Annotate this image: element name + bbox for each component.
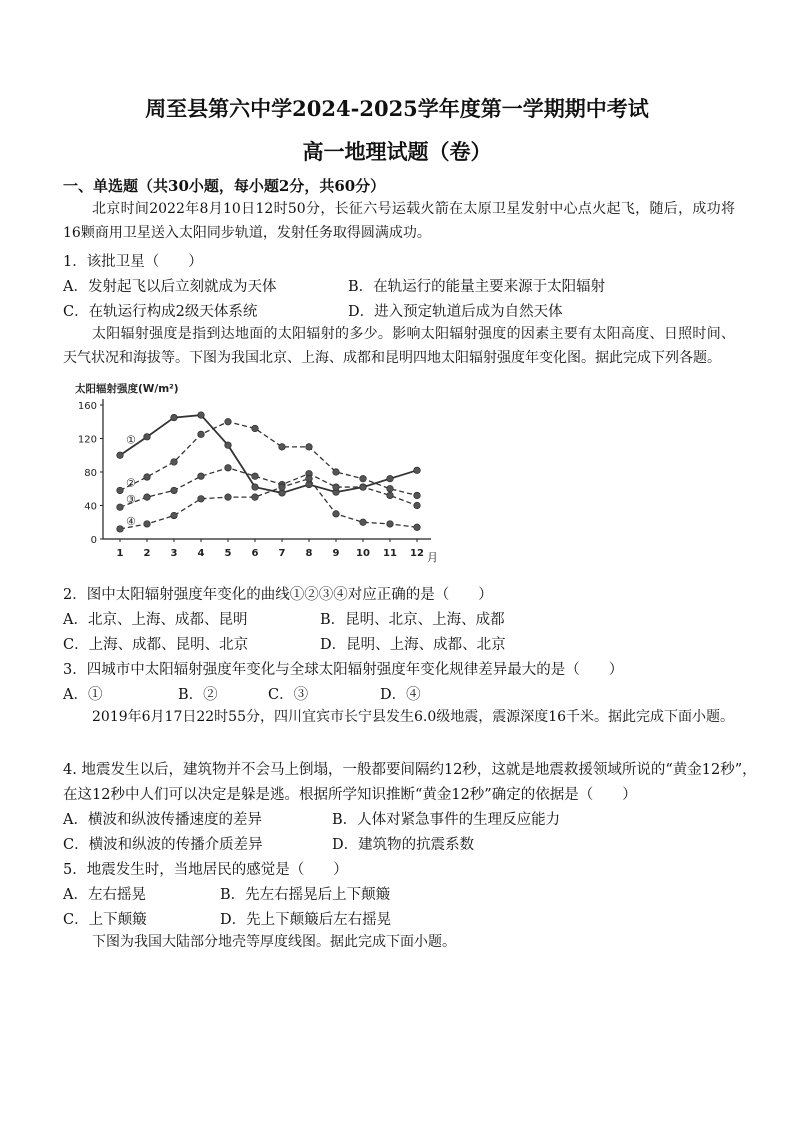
data-point: [144, 474, 151, 481]
data-point: [225, 494, 232, 501]
question-4-stem-line2: 在这12秒中人们可以决定是躲是逃。根据所学知识推断“黄金12秒”确定的依据是（ ）: [63, 787, 637, 803]
data-point: [198, 412, 205, 419]
question-5-stem: 5．地震发生时，当地居民的感觉是（ ）: [63, 862, 348, 878]
question-2-option-c: C．上海、成都、昆明、北京: [63, 637, 249, 653]
question-5-option-d: D．先上下颠簸后左右摇晃: [220, 912, 392, 928]
data-point: [144, 521, 151, 528]
data-point: [225, 418, 232, 425]
series-label-1: ①: [126, 433, 136, 447]
data-point: [414, 492, 421, 499]
x-tick-label: 4: [197, 548, 205, 559]
data-point: [333, 469, 340, 476]
x-tick-label: 11: [383, 548, 397, 559]
question-1-option-c: C．在轨运行构成2级天体系统: [63, 304, 258, 320]
y-tick-label: 120: [77, 434, 97, 446]
passage-solar-radiation: 太阳辐射强度是指到达地面的太阳辐射的多少。影响太阳辐射强度的因素主要有太阳高度、日照时间、天气状况和海拔等。下图为我国北京、上海、成都和昆明四地太阳辐射强度年变化图。据此完成下列各题。: [63, 326, 735, 366]
data-point: [360, 484, 367, 491]
passage-satellite: 北京时间2022年8月10日12时50分，长征六号运载火箭在太原卫星发射中心点火起飞，随后，成功将16颗商用卫星送入太阳同步轨道，发射任务取得圆满成功。: [63, 201, 735, 241]
x-tick-label: 5: [224, 548, 232, 559]
series-label-2: ②: [126, 476, 136, 490]
data-point: [171, 459, 178, 466]
question-2-option-b: B．昆明、北京、上海、成都: [320, 612, 505, 628]
data-point: [225, 442, 232, 449]
data-point: [333, 484, 340, 491]
data-point: [306, 475, 313, 482]
data-point: [387, 485, 394, 492]
x-tick-label: 10: [356, 548, 370, 559]
series-line-3: [120, 468, 417, 507]
x-tick-label: 6: [251, 548, 259, 559]
passage-earthquake: 2019年6月17日22时55分，四川宜宾市长宁县发生6.0级地震，震源深度16千米。据此完成下面小题。: [92, 709, 735, 725]
question-1-option-a: A．发射起飞以后立刻就成为天体: [63, 279, 277, 295]
question-4-stem-line1: 4. 地震发生以后，建筑物并不会马上倒塌，一般都要间隔约12秒，这就是地震救援领域所说的“黄金12秒”，: [63, 762, 757, 778]
data-point: [117, 504, 124, 511]
data-point: [117, 526, 124, 533]
x-tick-label: 1: [116, 548, 124, 559]
question-4-option-a: A．横波和纵波传播速度的差异: [63, 812, 262, 828]
exam-title: 周至县第六中学2024-2025学年度第一学期期中考试: [145, 96, 649, 121]
question-4-option-d: D．建筑物的抗震系数: [332, 837, 475, 853]
data-point: [414, 502, 421, 509]
data-point: [279, 484, 286, 491]
data-point: [198, 496, 205, 503]
question-2-stem: 2．图中太阳辐射强度年变化的曲线①②③④对应正确的是（ ）: [63, 587, 493, 603]
exam-subtitle: 高一地理试题（卷）: [302, 139, 492, 164]
series-line-4: [120, 479, 417, 529]
question-3-option-d: D．④: [380, 687, 421, 703]
x-tick-label: 12: [410, 548, 424, 559]
data-point: [360, 519, 367, 526]
x-tick-label: 3: [170, 548, 178, 559]
data-point: [279, 444, 286, 451]
y-tick-label: 0: [90, 535, 97, 546]
question-4-option-c: C．横波和纵波的传播介质差异: [63, 837, 263, 853]
data-point: [306, 444, 313, 451]
section-heading: 一、单选题（共30小题，每小题2分，共60分）: [63, 177, 386, 195]
question-5-option-c: C．上下颠簸: [63, 912, 147, 928]
y-tick-label: 160: [77, 401, 97, 412]
data-point: [252, 425, 259, 432]
question-5-option-a: A．左右摇晃: [63, 887, 146, 903]
data-point: [144, 434, 151, 441]
data-point: [252, 473, 259, 480]
data-point: [117, 452, 124, 459]
series-label-3: ③: [126, 493, 136, 507]
data-point: [117, 487, 124, 494]
data-point: [252, 494, 259, 501]
question-2-option-a: A．北京、上海、成都、昆明: [63, 612, 248, 628]
question-5-option-b: B．先左右摇晃后上下颠簸: [220, 887, 391, 903]
chart-xlabel: 月: [427, 551, 438, 564]
data-point: [387, 521, 394, 528]
question-3-option-b: B．②: [178, 687, 218, 703]
y-tick-label: 80: [84, 468, 97, 479]
question-4-option-b: B．人体对紧急事件的生理反应能力: [332, 812, 561, 828]
x-tick-label: 9: [332, 548, 340, 559]
data-point: [225, 465, 232, 472]
data-point: [171, 512, 178, 519]
question-3-option-a: A．①: [63, 687, 103, 703]
y-tick-label: 40: [84, 501, 97, 513]
data-point: [252, 484, 259, 491]
data-point: [171, 414, 178, 421]
data-point: [414, 467, 421, 474]
question-3-stem: 3．四城市中太阳辐射强度年变化与全球太阳辐射强度年变化规律差异最大的是（ ）: [63, 662, 624, 678]
x-tick-label: 2: [143, 548, 151, 559]
series-label-4: ④: [126, 514, 136, 528]
question-2-option-d: D．昆明、上海、成都、北京: [320, 637, 506, 653]
data-point: [333, 511, 340, 518]
data-point: [198, 473, 205, 480]
x-tick-label: 8: [305, 548, 313, 559]
data-point: [198, 431, 205, 438]
data-point: [171, 487, 178, 494]
question-1-stem: 1．该批卫星（ ）: [63, 254, 203, 270]
passage-crust-thickness: 下图为我国大陆部分地壳等厚度线图。据此完成下面小题。: [92, 934, 456, 950]
question-3-option-c: C．③: [268, 687, 309, 703]
chart-ylabel: 太阳辐射强度(W/m²): [75, 383, 179, 395]
data-point: [144, 494, 151, 501]
data-point: [414, 524, 421, 531]
data-point: [387, 492, 394, 499]
data-point: [387, 475, 394, 482]
data-point: [360, 475, 367, 482]
series-line-1: [120, 415, 417, 493]
x-tick-label: 7: [278, 548, 286, 559]
question-1-option-d: D．进入预定轨道后成为自然天体: [348, 304, 563, 320]
question-1-option-b: B．在轨运行的能量主要来源于太阳辐射: [348, 279, 606, 295]
solar-radiation-chart: [73, 378, 445, 574]
